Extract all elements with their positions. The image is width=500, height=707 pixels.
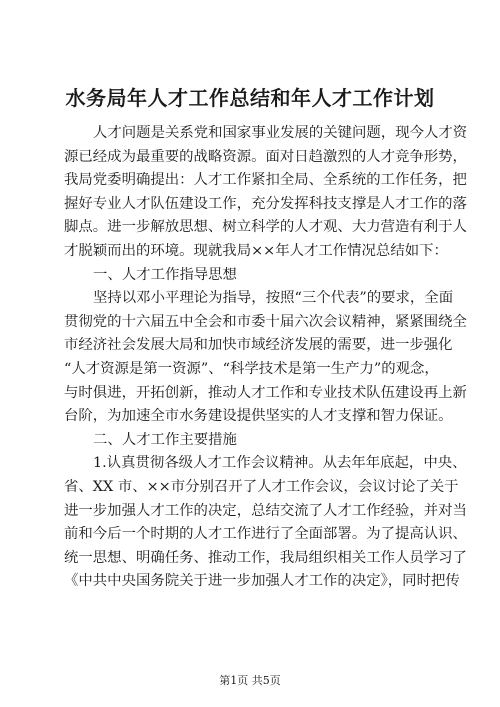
body-line: 人才问题是关系党和国家事业发展的关键问题，现今人才资 [93, 125, 468, 141]
section-heading: 一、人才工作指导思想 [93, 266, 237, 283]
section-heading: 二、人才工作主要措施 [93, 431, 237, 448]
body-line: 统一思想、明确任务、推动工作，我局组织相关工作人员学习了 [64, 549, 467, 566]
body-line: “人才资源是第一资源”、“科学技术是第一生产力”的观念， [64, 360, 439, 377]
body-line: 市经济社会发展大局和加快市域经济发展的需要，进一步强化 [64, 337, 453, 354]
body-line: 省、XX 市、××市分别召开了人才工作会议，会议讨论了关于 [64, 478, 459, 495]
document-title: 水务局年人才工作总结和年人才工作计划 [65, 86, 435, 110]
body-line: 我局党委明确提出：人才工作紧扣全局、全系统的工作任务，把 [64, 172, 467, 189]
body-line: 前和今后一个时期的人才工作进行了全面部署。为了提高认识、 [64, 526, 467, 543]
document-body [64, 122, 468, 594]
body-line: 脚点。进一步解放思想、树立科学的人才观、大力营造有利于人 [64, 219, 467, 236]
body-line: 进一步加强人才工作的决定，总结交流了人才工作经验，并对当 [64, 502, 467, 519]
body-line: 贯彻党的十六届五中全会和市委十届六次会议精神，紧紧围绕全 [64, 313, 467, 330]
page-footer: 第1页 共5页 [219, 674, 281, 687]
body-line: 源已经成为最重要的战略资源。面对日趋激烈的人才竞争形势， [64, 148, 467, 165]
body-line: 1.认真贯彻各级人才工作会议精神。从去年年底起，中央、 [93, 455, 467, 472]
body-line: 《中共中央国务院关于进一步加强人才工作的决定》，同时把传 [64, 573, 460, 590]
body-line: 握好专业人才队伍建设工作，充分发挥科技支撑是人才工作的落 [64, 195, 467, 212]
body-line: 台阶，为加速全市水务建设提供坚实的人才支撑和智力保证。 [64, 408, 453, 425]
body-line: 才脱颖而出的环境。现就我局××年人才工作情况总结如下： [64, 242, 448, 259]
body-line: 坚持以邓小平理论为指导，按照“三个代表”的要求，全面 [93, 290, 454, 307]
body-line: 与时俱进，开拓创新，推动人才工作和专业技术队伍建设再上新 [64, 384, 467, 401]
